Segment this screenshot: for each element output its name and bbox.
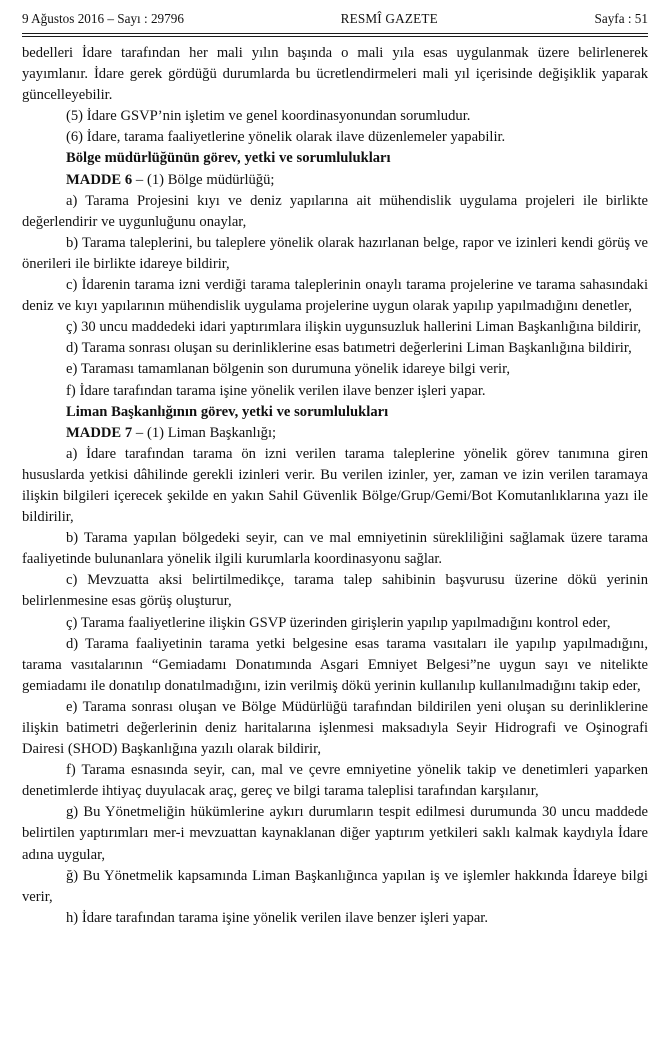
clause-7-c-cedilla: ç) Tarama faaliyetlerine ilişkin GSVP üzerinden girişlerin yapılıp yapılmadığını kontrol eder, [66, 614, 611, 631]
section-heading-liman-baskanligi: Liman Başkanlığının görev, yetki ve sorumlulukları [66, 403, 389, 420]
clause-6-b: b) Tarama taleplerini, bu taleplere yönelik olarak hazırlanan belge, rapor ve izinleri kendi görüş ve önerileri ile birlikte idareye bildirir, [22, 234, 648, 272]
page-running-header [22, 0, 648, 32]
article-intro-6: – (1) Bölge müdürlüğü; [132, 171, 275, 188]
clause-7-f: f) Tarama esnasında seyir, can, mal ve çevre emniyetine yönelik takip ve denetimleri yaparken denetimlerde ihtiyaç duyulacak araç, gereç ve bilgi tarama taleplisi tarafından karşılanır, [22, 762, 648, 800]
section-heading-bolge-mudurlugu: Bölge müdürlüğünün görev, yetki ve sorumlulukları [66, 150, 391, 167]
clause-6-d: d) Tarama sonrası oluşan su derinliklerine esas batımetri değerlerini Liman Başkanlığına bildirir, [66, 340, 632, 357]
clause-7-c: c) Mevzuatta aksi belirtilmedikçe, tarama talep sahibinin başvurusu üzerine dökü yerinin belirlenmesine esas görüş oluşturur, [22, 572, 648, 610]
paragraph-continued: bedelleri İdare tarafından her mali yılın başında o mali yıla esas uygulanmak üzere belirlenerek yayımlanır. İdare gerek gördüğü durumlarda bu ücretlendirmeleri mali yıl içerisinde değişiklik yaparak güncelleyebilir. [22, 45, 648, 104]
clause-6-e: e) Taraması tamamlanan bölgenin son durumuna yönelik idareye bilgi verir, [66, 361, 510, 378]
article-heading-madde-6 [22, 170, 648, 191]
clause-7-g-breve: ğ) Bu Yönetmelik kapsamında Liman Başkanlığınca yapılan iş ve işlemler hakkında İdareye bilgi verir, [22, 867, 648, 905]
paragraph-item-6: (6) İdare, tarama faaliyetlerine yönelik olarak ilave düzenlemeler yapabilir. [66, 129, 506, 146]
clause-6-c-cedilla: ç) 30 uncu maddedeki idari yaptırımlara ilişkin uygunsuzluk hallerini Liman Başkanlığına bildirir, [66, 319, 642, 336]
clause-7-d: d) Tarama faaliyetinin tarama yetki belgesine esas tarama vasıtaları ile yapılıp yapılmadığını, tarama vasıtalarının “Gemiadamı Donatımında Asgari Emniyet Belgesi”ne uygun sayı ve nitelikte gemiadamı ile donatılıp donatılmadığını, izin verilmiş dökü yerinin kullanılıp kullanılmadığını takip eder, [22, 635, 648, 694]
clause-6-c: c) İdarenin tarama izni verdiği tarama taleplerinin onaylı tarama projelerine ve tarama sahasındaki deniz ve kıyı yapılarının mühendislik uygulama projelerine uygun olarak yapılıp yapılmadığını denetler, [22, 277, 648, 315]
clause-7-b: b) Tarama yapılan bölgedeki seyir, can ve mal emniyetinin sürekliliğini sağlamak üzere tarama faaliyetinde bulunanlara yönelik ilgili kurumlarla koordinasyonu sağlar. [22, 530, 648, 568]
article-intro-7: – (1) Liman Başkanlığı; [132, 424, 277, 441]
article-number-6: MADDE 6 [66, 171, 133, 188]
clause-7-e: e) Tarama sonrası oluşan ve Bölge Müdürlüğü tarafından bildirilen yeni oluşan su derinliklerine ilişkin batimetri değerlerinin deniz haritalarına işlenmesi maksadıyla Seyir Hidrografi ve Oşinografi Dairesi (SHOD) Başkanlığına yazılı olarak bildirir, [22, 698, 648, 758]
header-date-issue: 9 Ağustos 2016 – Sayı : 29796 [22, 11, 184, 26]
paragraph-item-5: (5) İdare GSVP’nin işletim ve genel koordinasyonundan sorumludur. [66, 108, 471, 125]
header-page-number: Sayfa : 51 [594, 11, 648, 26]
article-heading-madde-7 [22, 423, 648, 444]
document-body [22, 37, 648, 929]
header-gazette-title: RESMÎ GAZETE [340, 11, 438, 26]
clause-7-g: g) Bu Yönetmeliğin hükümlerine aykırı durumların tespit edilmesi durumunda 30 uncu maddede belirtilen yaptırımları mer-i mevzuattan kaynaklanan diğer yaptırım yetkileri saklı kalmak kaydıyla İdare adına uygular, [22, 804, 648, 863]
clause-6-f: f) İdare tarafından tarama işine yönelik verilen ilave benzer işleri yapar. [66, 382, 486, 399]
clause-7-a: a) İdare tarafından tarama ön izni verilen tarama taleplerine yönelik görev tanımına giren hususlarda yetkisi dâhilinde gerekli izinleri verir. Bu verilen izinler, yer, zaman ve izin verilen taramaya ilişkin bilgileri içerecek şekilde en yakın Sahil Güvenlik Bölge/Grup/Gemi/Bot Komutanlıklarına yazı ile bildirilir, [22, 445, 648, 526]
clause-6-a: a) Tarama Projesini kıyı ve deniz yapılarına ait mühendislik uygulama projeleri ile birlikte değerlendirir ve uygunluğunu onaylar, [22, 192, 648, 230]
article-number-7: MADDE 7 [66, 424, 133, 441]
clause-7-h: h) İdare tarafından tarama işine yönelik verilen ilave benzer işleri yapar. [66, 909, 488, 926]
